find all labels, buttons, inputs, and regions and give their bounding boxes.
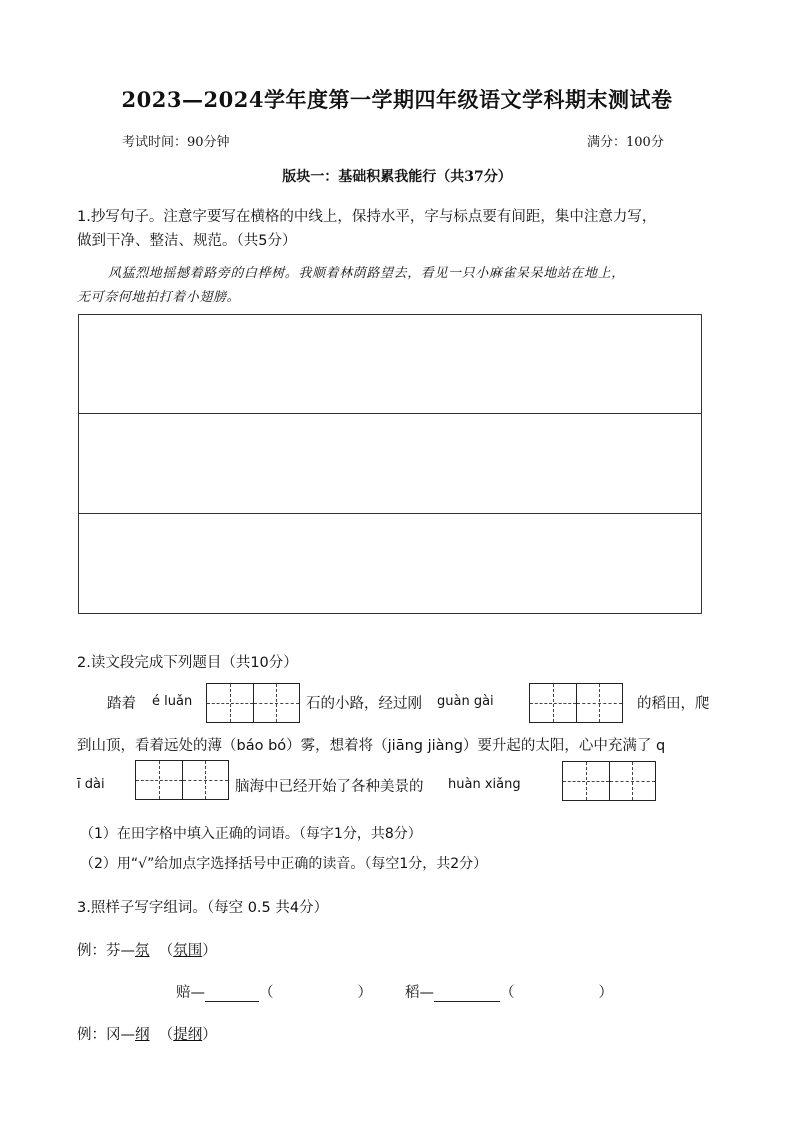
- tianzige-cell[interactable]: [136, 761, 183, 799]
- section-heading: 版块一：基础积累我能行（共37分）: [282, 169, 512, 185]
- pinyin-prompt: é luǎn: [152, 694, 193, 709]
- tianzige-cell[interactable]: [207, 684, 254, 722]
- answer-blank[interactable]: [205, 1001, 259, 1002]
- q1-passage-line1: 风猛烈地摇撼着路旁的白桦树。我顺着林荫路望去，看见一只小麻雀呆呆地站在地上，: [108, 266, 625, 281]
- pinyin-prompt: ī dài: [77, 777, 105, 792]
- q2-subquestion-1: （1）在田字格中填入正确的词语。（每字1分，共8分）: [80, 826, 422, 842]
- pinyin-prompt: guàn gài: [437, 694, 494, 709]
- tianzige-grid[interactable]: [206, 683, 300, 723]
- example-word: 氛围: [173, 943, 203, 959]
- tianzige-cell[interactable]: [577, 684, 623, 722]
- tianzige-cell[interactable]: [530, 684, 577, 722]
- q3-item-1: 赔— （ ）: [176, 985, 372, 1001]
- q2-text-line2: 到山顶，看着远处的薄（báo bó）雾，想着将（jiāng jiàng）要升起的太阳，心中充满了 q: [77, 738, 666, 754]
- q1-instruction-line1: 1.抄写句子。注意字要写在横格的中线上，保持水平，字与标点要有间距，集中注意力写，: [77, 209, 657, 225]
- copy-writing-box[interactable]: [78, 314, 702, 614]
- writing-line[interactable]: [79, 514, 701, 613]
- q1-passage-line2: 无可奈何地拍打着小翅膀。: [77, 290, 241, 305]
- q2-text: 踏着: [107, 696, 136, 712]
- q2-text: 的稻田，爬: [637, 696, 710, 712]
- q3-example-1: 例：芬—氛 （氛围）: [77, 943, 217, 959]
- tianzige-grid[interactable]: [562, 761, 656, 801]
- q3-item-2: 稻— （ ）: [405, 985, 613, 1001]
- tianzige-cell[interactable]: [563, 762, 610, 800]
- answer-blank[interactable]: [434, 1001, 500, 1002]
- example-char: 纲: [135, 1027, 150, 1043]
- pinyin-prompt: huàn xiǎng: [448, 777, 521, 792]
- tianzige-cell[interactable]: [610, 762, 656, 800]
- example-word: 提纲: [173, 1027, 203, 1043]
- item-prefix: 赔—: [176, 985, 205, 1001]
- page-title: 2023—2024学年度第一学期四年级语文学科期末测试卷: [121, 87, 673, 112]
- tianzige-cell[interactable]: [183, 761, 229, 799]
- q3-example-2: 例：冈—纲 （提纲）: [77, 1027, 217, 1043]
- exam-time: 考试时间：90分钟: [122, 135, 230, 150]
- q2-text: 脑海中已经开始了各种美景的: [235, 779, 424, 795]
- q2-text: 石的小路，经过刚: [306, 696, 422, 712]
- tianzige-grid[interactable]: [529, 683, 623, 723]
- full-score: 满分：100分: [587, 135, 664, 150]
- q1-instruction-line2: 做到干净、整洁、规范。（共5分）: [77, 233, 297, 249]
- example-prefix: 例：冈—: [77, 1027, 135, 1043]
- writing-line[interactable]: [79, 414, 701, 513]
- example-prefix: 例：芬—: [77, 943, 135, 959]
- q3-heading: 3.照样子写字组词。（每空 0.5 共4分）: [77, 900, 329, 916]
- writing-line[interactable]: [79, 315, 701, 414]
- tianzige-cell[interactable]: [254, 684, 300, 722]
- item-prefix: 稻—: [405, 985, 434, 1001]
- example-char: 氛: [135, 943, 150, 959]
- tianzige-grid[interactable]: [135, 760, 229, 800]
- q2-heading: 2.读文段完成下列题目（共10分）: [77, 655, 298, 671]
- q2-subquestion-2: （2）用“√”给加点字选择括号中正确的读音。（每空1分，共2分）: [80, 856, 488, 872]
